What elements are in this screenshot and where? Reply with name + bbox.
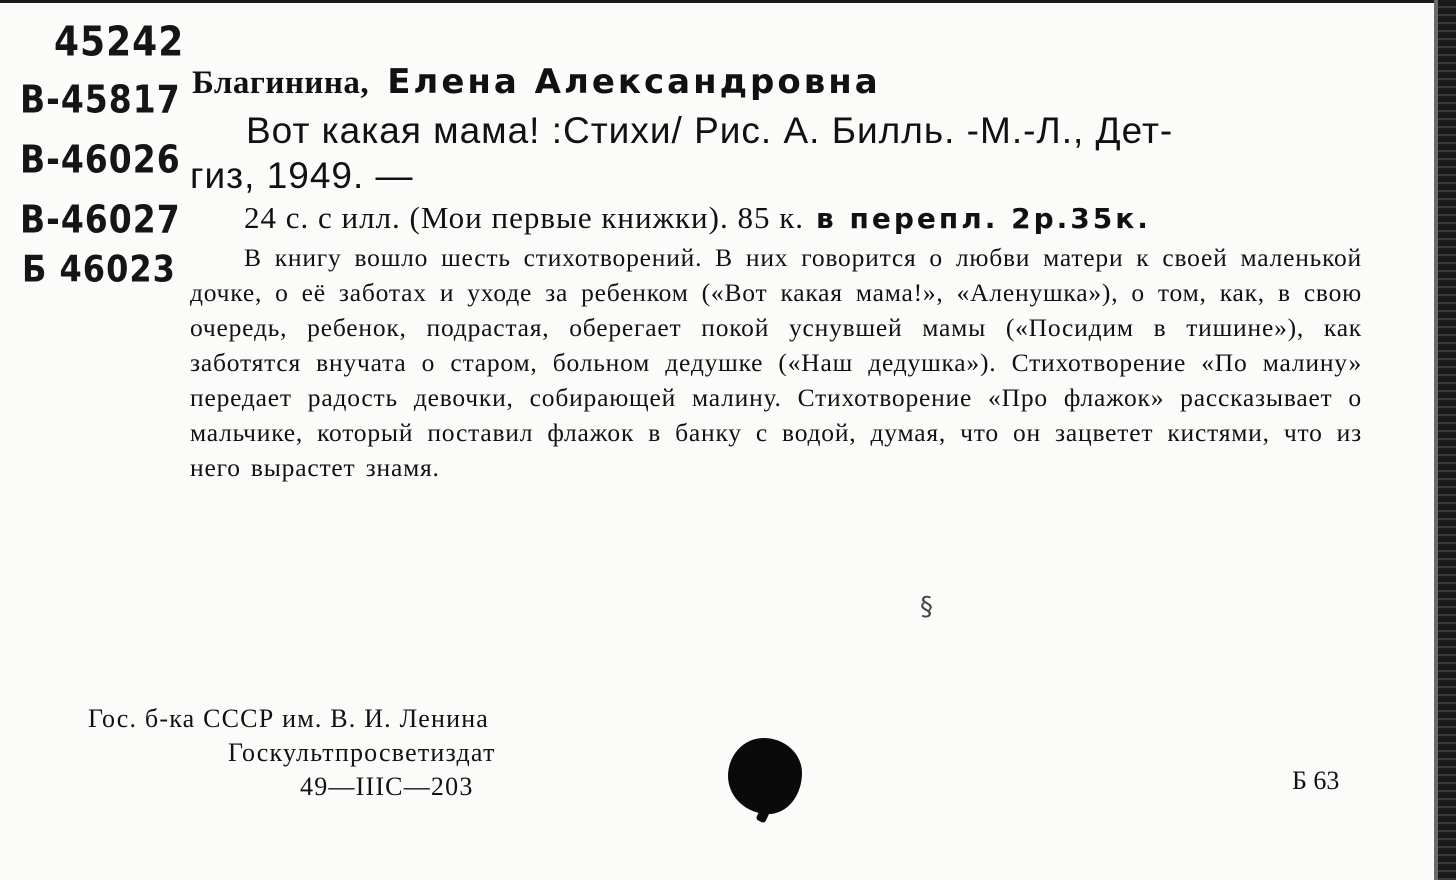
footer-order-number: 49—IIIС—203 [300,772,474,801]
author-surname: Благинина, [192,65,370,101]
pages-series-price: 24 с. с илл. (Мои первые книжки). 85 к. [244,200,805,235]
title-statement: Вот какая мама! :Стихи/ Рис. А. Билль. -М.-Л., Дет- [246,110,1174,151]
card-top-edge [0,0,1456,3]
handwritten-holding-3: В-46027 [20,197,181,242]
ink-smudge: § [920,592,933,622]
handwritten-call-number: 45242 [54,18,185,67]
handwritten-holding-1: В-45817 [20,77,181,122]
physical-description [244,200,1151,236]
annotation-paragraph: В книгу вошло шесть стихотворений. В них говорится о любви матери к своей маленькой дочке, о её заботах и уходе за ребенком («Вот какая мама!», «Аленушка»), о том, как, в свою очередь, ребенок, подрастая, оберегает покой уснувшей мамы («Посидим в тишине»), как заботятся внучата о старом, больном дедушке («Наш дедушка»). Стихотворение «По малину» передает радость девочки, собирающей малину. Стихотворение «Про флажок» рассказывает о мальчике, который поставил флажок в банку с водой, думая, что он зацветет кистями, что из него вырастет знамя. [190,243,1362,482]
card-punch-hole [728,738,802,814]
classification-code: Б 63 [1292,766,1340,795]
footer-library: Гос. б-ка СССР им. В. И. Ленина [88,704,490,733]
author-heading [192,62,881,102]
author-given-names-handwritten: Елена Александровна [387,62,881,102]
binding-price-handwritten: в перепл. 2р.35к. [816,202,1151,235]
handwritten-holding-4: Б 46023 [22,247,176,291]
title-statement-continued: гиз, 1949. — [190,155,414,196]
card-right-edge [1438,0,1456,880]
handwritten-holding-2: В-46026 [20,137,181,182]
footer-publisher: Госкультпросветиздат [228,738,496,767]
